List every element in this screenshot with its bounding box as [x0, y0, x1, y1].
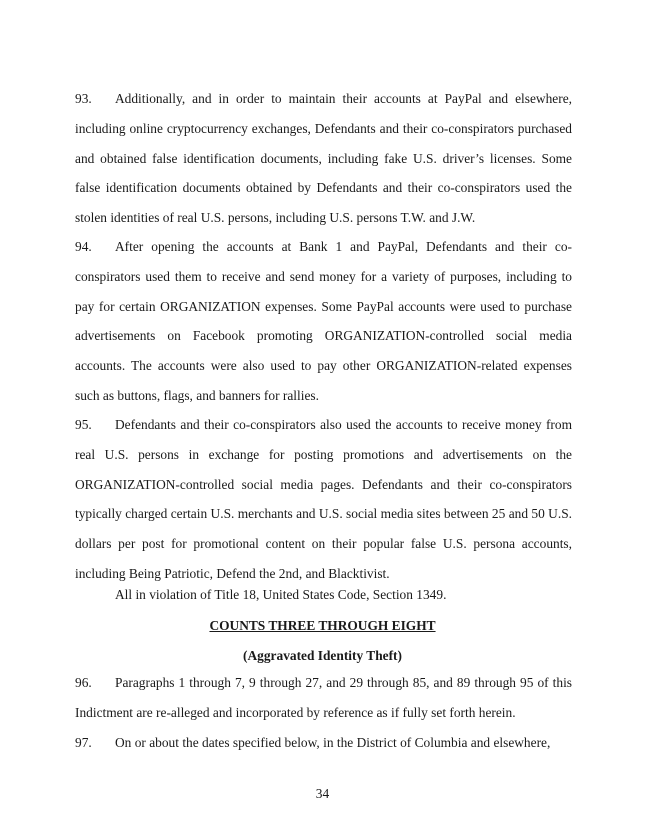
count-heading: [0, 616, 645, 636]
paragraph-text: After opening the accounts at Bank 1 and PayPal, Defendants and their co-conspirators used them to receive and send money for a variety of purposes, including to pay for certain ORGANIZATION expenses. Some PayPal accounts were used to purchase advertisements on Facebook promoting ORGANIZATION-controlled social media accounts. The accounts were also used to pay other ORGANIZATION-related expenses such as buttons, flags, and banners for rallies.: [75, 239, 572, 403]
paragraph-text: On or about the dates specified below, in the District of Columbia and elsewhere,: [115, 735, 551, 750]
count-heading-text: COUNTS THREE THROUGH EIGHT: [209, 618, 436, 633]
paragraph-96: [75, 668, 572, 728]
paragraph-text: Additionally, and in order to maintain their accounts at PayPal and elsewhere, including online cryptocurrency exchanges, Defendants and their co-conspirators purchased and obtained false identification documents, including fake U.S. driver’s licenses. Some false identification documents obtained by Defendants and their co-conspirators used the stolen identities of real U.S. persons, including U.S. persons T.W. and J.W.: [75, 91, 572, 226]
page-number: 34: [315, 786, 330, 801]
paragraph-text: Paragraphs 1 through 7, 9 through 27, and 29 through 85, and 89 through 95 of this Indictment are re-alleged and incorporated by reference as if fully set forth herein.: [75, 675, 572, 720]
paragraph-number: 96.: [75, 675, 92, 690]
paragraph-95: [75, 410, 572, 589]
count-subheading: (Aggravated Identity Theft): [243, 648, 402, 663]
violation-statement: All in violation of Title 18, United States Code, Section 1349.: [115, 587, 447, 602]
paragraph-93: [75, 84, 572, 233]
paragraph-number: 95.: [75, 417, 92, 432]
paragraph-text: Defendants and their co-conspirators also used the accounts to receive money from real U.S. persons in exchange for posting promotions and advertisements on the ORGANIZATION-controlled social media pages. Defendants and their co-conspirators typically charged certain U.S. merchants and U.S. social media sites between 25 and 50 U.S. dollars per post for promotional content on their popular false U.S. persona accounts, including Being Patriotic, Defend the 2nd, and Blacktivist.: [75, 417, 572, 581]
paragraph-number: 93.: [75, 91, 92, 106]
paragraph-94: [75, 232, 572, 411]
paragraph-97: [75, 728, 572, 758]
paragraph-number: 97.: [75, 735, 92, 750]
paragraph-number: 94.: [75, 239, 92, 254]
